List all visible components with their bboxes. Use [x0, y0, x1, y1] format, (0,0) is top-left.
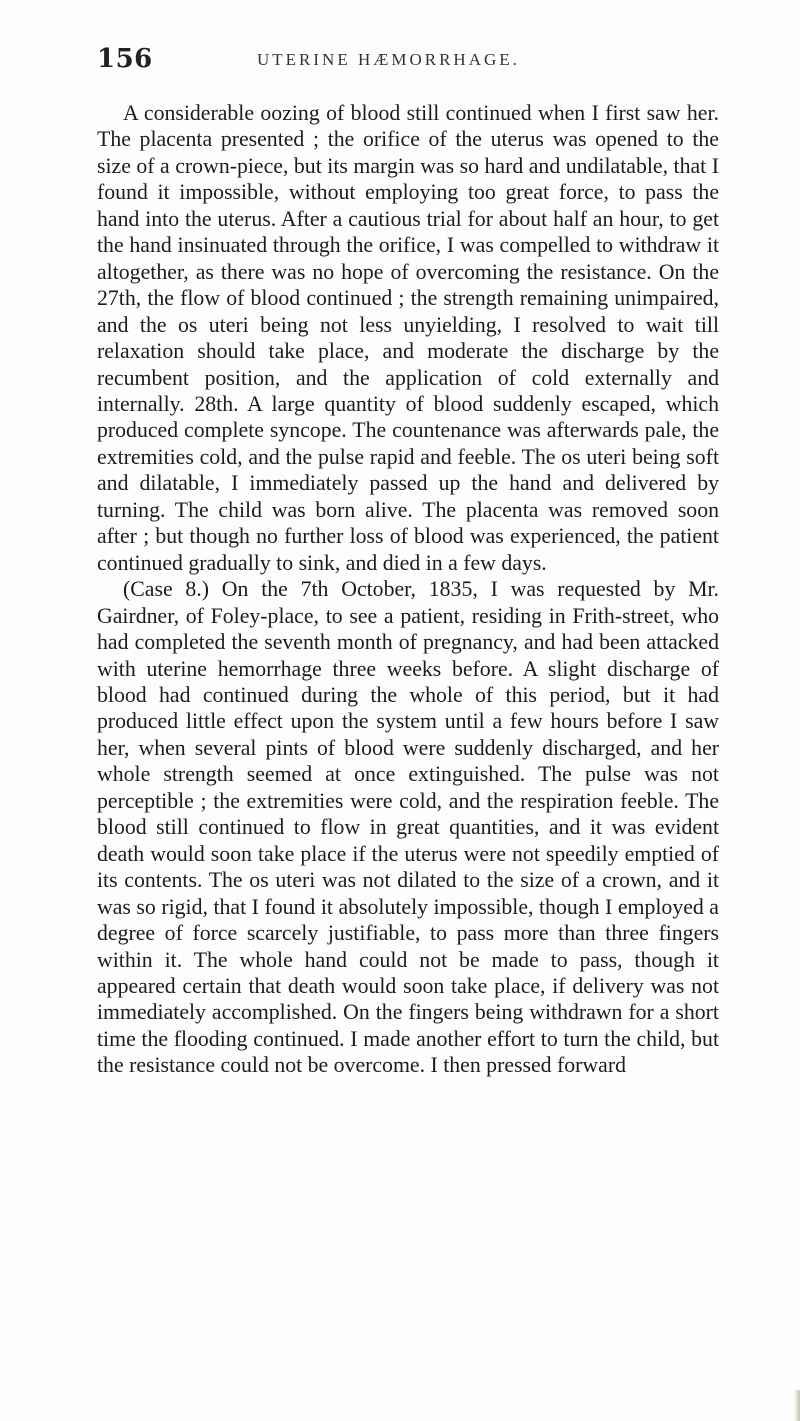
page-header [97, 44, 717, 84]
paragraph-2-text: On the 7th October, 1835, I was requested by Mr. Gairdner, of Foley-place, to see a patient, residing in Frith-street, who had completed the seventh month of pregnancy, and had been attacked with uterine hemorrhage three weeks before. A slight discharge of blood had continued during the whole of this period, but it had produced little effect upon the system until a few hours before I saw her, when several pints of blood were suddenly discharged, and her whole strength seemed at once extinguished. The pulse was not perceptible ; the extremities were cold, and the respiration feeble. The blood still continued to flow in great quantities, and it was evident death would soon take place if the uterus were not speedily emptied of its contents. The os uteri was not dilated to the size of a crown, and it was so rigid, that I found it absolutely impossible, though I employed a degree of force scarcely justifiable, to pass more than three fingers within it. The whole hand could not be made to pass, though it appeared certain that death would soon take place, if delivery was not immediately accomplished. On the fingers being withdrawn for a short time the flooding continued. I made another effort to turn the child, but the resistance could not be overcome. I then pressed forward [97, 577, 720, 1078]
body-text [97, 100, 719, 1079]
page-edge-shadow [794, 1390, 800, 1421]
paragraph-1: A considerable oozing of blood still continued when I first saw her. The placenta presented ; the orifice of the uterus was opened to the size of a crown-piece, but its margin was so hard and undilatable, that I found it impossible, without employing too great force, to pass the hand into the uterus. After a cautious trial for about half an hour, to get the hand insinuated through the orifice, I was compelled to withdraw it altogether, as there was no hope of overcoming the resistance. On the 27th, the flow of blood continued ; the strength remaining unimpaired, and the os uteri being not less unyielding, I resolved to wait till relaxation should take place, and moderate the discharge by the recumbent position, and the application of cold externally and internally. 28th. A large quantity of blood suddenly escaped, which produced complete syncope. The countenance was afterwards pale, the extremities cold, and the pulse rapid and feeble. The os uteri being soft and dilatable, I immediately passed up the hand and delivered by turning. The child was born alive. The placenta was removed soon after ; but though no further loss of blood was experienced, the patient continued gradually to sink, and died in a few days. [97, 101, 719, 575]
running-head: UTERINE HÆMORRHAGE. [257, 50, 520, 69]
paragraph-2 [97, 576, 719, 1079]
page-number: 156 [97, 44, 153, 74]
case-label: (Case 8.) [123, 577, 210, 602]
